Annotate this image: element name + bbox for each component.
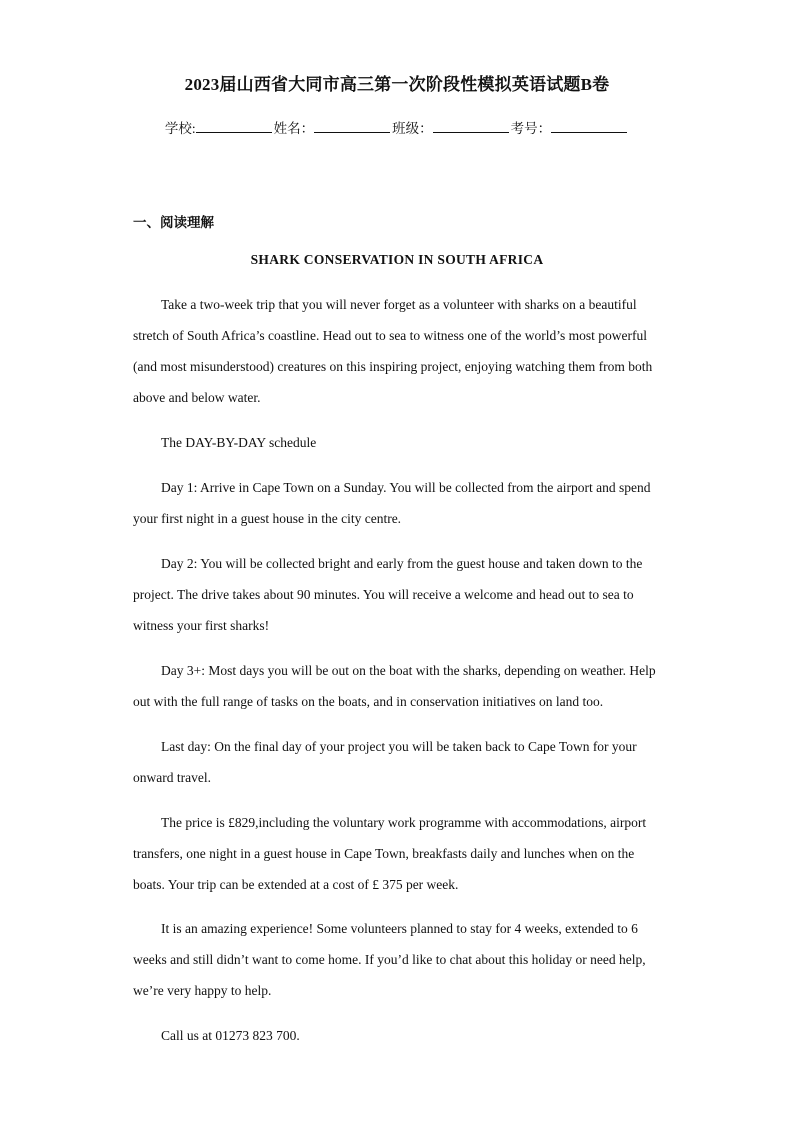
day-2-paragraph: Day 2: You will be collected bright and early from the guest house and taken down to the project. The drive takes about 90 minutes. You will receive a welcome and head out to sea to witness your first sharks! bbox=[133, 556, 643, 633]
student-info-row bbox=[0, 117, 794, 137]
price-paragraph: The price is £829,including the voluntary work programme with accommodations, airport transfers, one night in a guest house in Cape Town, breakfasts daily and lunches when on the boats. Your trip can be extended at a cost of £ 375 per week. bbox=[133, 815, 647, 892]
last-day-paragraph: Last day: On the final day of your project you will be taken back to Cape Town for your onward travel. bbox=[133, 739, 637, 785]
class-field[interactable] bbox=[392, 117, 511, 137]
exam-number-field[interactable] bbox=[511, 117, 630, 137]
name-field[interactable] bbox=[274, 117, 393, 137]
exam-number-blank[interactable] bbox=[551, 120, 627, 133]
school-blank[interactable] bbox=[196, 120, 272, 133]
day-3-paragraph: Day 3+: Most days you will be out on the boat with the sharks, depending on weather. Help out with the full range of tasks on the boats, and in conservation initiatives on land too. bbox=[133, 663, 656, 709]
exam-title: 2023届山西省大同市高三第一次阶段性模拟英语试题B卷 bbox=[184, 75, 610, 94]
name-label: 姓名： bbox=[273, 121, 315, 136]
day-1-paragraph: Day 1: Arrive in Cape Town on a Sunday. You will be collected from the airport and spend your first night in a guest house in the city centre. bbox=[133, 480, 651, 526]
experience-paragraph: It is an amazing experience! Some volunteers planned to stay for 4 weeks, extended to 6 weeks and still didn’t want to come home. If you’d like to chat about this holiday or need help, we’re very happy to help. bbox=[133, 921, 646, 998]
school-label: 学校: bbox=[164, 121, 196, 136]
name-blank[interactable] bbox=[314, 120, 390, 133]
intro-paragraph: Take a two-week trip that you will never forget as a volunteer with sharks on a beautiful stretch of South Africa’s coastline. Head out to sea to witness one of the world’s most powerful (and most misunderstood) creatures on this inspiring project, enjoying watching them from both above and below water. bbox=[133, 297, 653, 405]
contact-paragraph: Call us at 01273 823 700. bbox=[161, 1028, 300, 1043]
section-heading: 一、阅读理解 bbox=[133, 215, 214, 231]
school-field[interactable] bbox=[165, 117, 274, 137]
exam-number-label: 考号： bbox=[510, 121, 552, 136]
class-label: 班级： bbox=[392, 121, 433, 136]
schedule-heading: The DAY-BY-DAY schedule bbox=[161, 435, 317, 450]
article-title: SHARK CONSERVATION IN SOUTH AFRICA bbox=[250, 252, 544, 267]
class-blank[interactable] bbox=[433, 120, 509, 133]
